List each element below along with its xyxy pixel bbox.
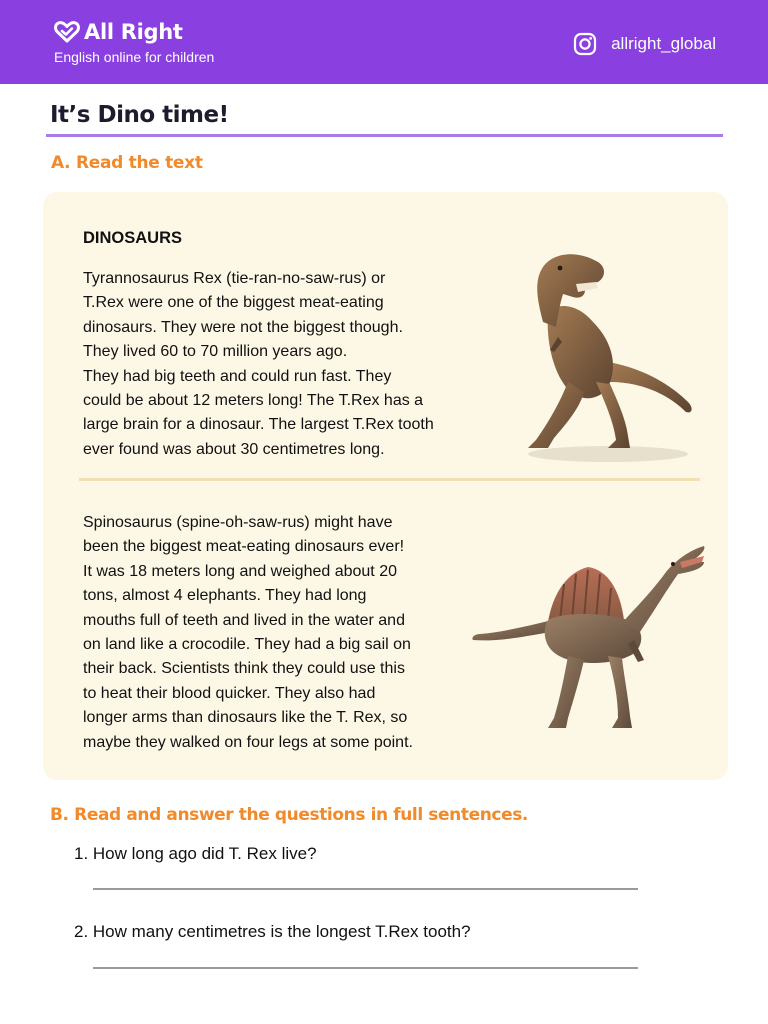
section-b-heading: B. Read and answer the questions in full sentences.	[50, 805, 528, 825]
answer-line-1[interactable]	[93, 888, 638, 890]
instagram-link[interactable]	[573, 32, 716, 56]
reading-title: DINOSAURS	[83, 229, 183, 247]
instagram-handle[interactable]: allright_global	[611, 34, 716, 53]
spinosaurus-paragraph: Spinosaurus (spine-oh-saw-rus) might have been the biggest meat-eating dinosaurs ever! It was 18 meters long and weighed about 20 tons, almost 4 elephants. They had long mouths full of teeth and lived in the water and on land like a crocodile. They had a big sail on their back. Scientists think they could use this to heat their blood quicker. They also had longer arms than dinosaurs like the T. Rex, so maybe they walked on four legs at some point.	[83, 514, 413, 751]
section-divider	[79, 478, 700, 481]
title-underline	[46, 134, 723, 137]
heart-logo-icon	[54, 20, 80, 44]
section-a-heading: A. Read the text	[51, 153, 203, 173]
brand-tagline: English online for children	[54, 49, 215, 65]
question-2: 2. How many centimetres is the longest T.Rex tooth?	[74, 922, 471, 941]
question-1: 1. How long ago did T. Rex live?	[74, 844, 317, 863]
t-rex-illustration	[488, 242, 703, 467]
spinosaurus-illustration	[468, 532, 708, 742]
reading-panel	[43, 192, 728, 780]
instagram-icon	[573, 32, 597, 56]
page-header	[0, 0, 768, 84]
page-title: It’s Dino time!	[50, 102, 229, 128]
brand-name: All Right	[84, 20, 183, 44]
brand-block	[54, 20, 214, 65]
trex-paragraph: Tyrannosaurus Rex (tie-ran-no-saw-rus) or T.Rex were one of the biggest meat-eating dinosaurs. They were not the biggest though. They lived 60 to 70 million years ago. They had big teeth and could run fast. They could be about 12 meters long! The T.Rex has a large brain for a dinosaur. The largest T.Rex tooth ever found was about 30 centimetres long.	[83, 270, 434, 458]
answer-line-2[interactable]	[93, 967, 638, 969]
